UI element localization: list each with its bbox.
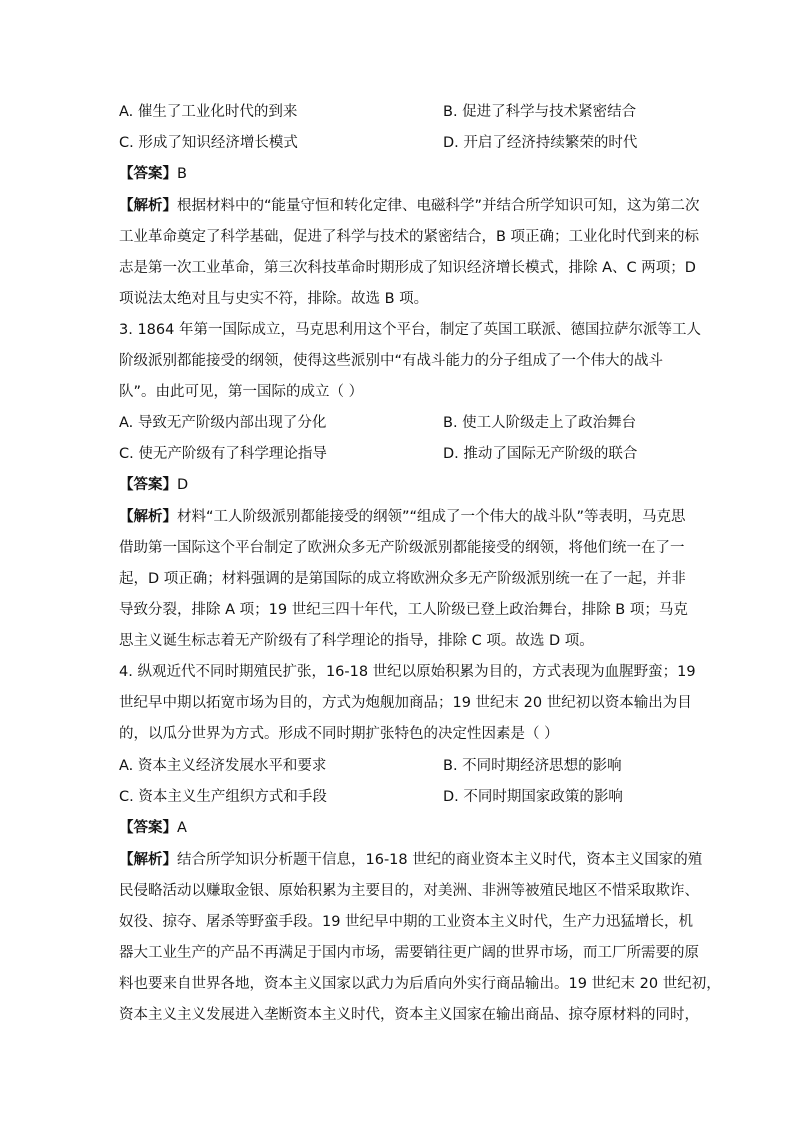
q4-answer-tag: 【答案】 — [119, 820, 177, 836]
q4-stem-line-2: 世纪早中期以拓宽市场为目的，方式为炮舰加商品；19 世纪末 20 世纪初以资本输出为目 — [119, 695, 692, 711]
q3-analysis-tag: 【解析】 — [119, 509, 177, 525]
q3-option-d: D. 推动了国际无产阶级的联合 — [443, 446, 638, 462]
q2-option-a: A. 催生了工业化时代的到来 — [119, 104, 298, 120]
q2-analysis-line-3: 志是第一次工业革命，第三次科技革命时期形成了知识经济增长模式，排除 A、C 两项；D — [119, 260, 696, 276]
q3-option-b: B. 使工人阶级走上了政治舞台 — [443, 415, 637, 431]
q3-stem-line-3: 队”。由此可见，第一国际的成立（ ） — [119, 384, 364, 400]
q3-answer-value: D — [177, 477, 189, 493]
q4-analysis-line-1: 【解析】结合所学知识分析题干信息，16-18 世纪的商业资本主义时代，资本主义国家的殖 — [119, 852, 703, 868]
q3-analysis-line-3: 起，D 项正确；材料强调的是第国际的成立将欧洲众多无产阶级派别统一在了一起，并非 — [119, 571, 686, 587]
q4-analysis-line-2: 民侵略活动以赚取金银、原始积累为主要目的，对美洲、非洲等被殖民地区不惜采取欺诈、 — [119, 883, 699, 899]
q2-answer-tag: 【答案】 — [119, 166, 177, 182]
q4-options-row-1 — [119, 754, 719, 778]
q4-option-d: D. 不同时期国家政策的影响 — [443, 789, 623, 805]
q4-analysis-tag: 【解析】 — [119, 852, 177, 868]
q3-answer — [119, 473, 679, 497]
q2-option-d: D. 开启了经济持续繁荣的时代 — [443, 135, 638, 151]
q4-analysis-line-5: 料也要来自世界各地，资本主义国家以武力为后盾向外实行商品输出。19 世纪末 20 世纪初， — [119, 976, 721, 992]
q3-option-c: C. 使无产阶级有了科学理论指导 — [119, 446, 327, 462]
q4-option-c: C. 资本主义生产组织方式和手段 — [119, 789, 327, 805]
q2-options-row-2 — [119, 131, 719, 155]
q4-answer — [119, 816, 679, 840]
q2-option-b: B. 促进了科学与技术紧密结合 — [443, 104, 637, 120]
q3-analysis-line-4: 导致分裂，排除 A 项；19 世纪三四十年代，工人阶级已登上政治舞台，排除 B 项；马克 — [119, 602, 688, 618]
q4-option-b: B. 不同时期经济思想的影响 — [443, 758, 622, 774]
q4-options-row-2 — [119, 785, 719, 809]
q4-analysis-line-6: 资本主义主义发展进入垄断资本主义时代，资本主义国家在输出商品、掠夺原材料的同时， — [119, 1007, 699, 1023]
q4-analysis-line-3: 奴役、掠夺、屠杀等野蛮手段。19 世纪早中期的工业资本主义时代，生产力迅猛增长，机 — [119, 914, 694, 930]
q3-option-a: A. 导致无产阶级内部出现了分化 — [119, 415, 327, 431]
q4-answer-value: A — [177, 820, 187, 836]
q2-options-row-1 — [119, 100, 719, 124]
q3-options-row-2 — [119, 442, 719, 466]
q3-analysis-line-2: 借助第一国际这个平台制定了欧洲众多无产阶级派别都能接受的纲领，将他们统一在了一 — [119, 540, 685, 556]
q2-analysis-line-2: 工业革命奠定了科学基础，促进了科学与技术的紧密结合，B 项正确；工业化时代到来的标 — [119, 229, 700, 245]
q2-analysis-tag: 【解析】 — [119, 198, 177, 214]
q2-analysis-line-4: 项说法太绝对且与史实不符，排除。故选 B 项。 — [119, 291, 429, 307]
q3-options-row-1 — [119, 411, 719, 435]
q4-analysis-line-4: 器大工业生产的产品不再满足于国内市场，需要销往更广阔的世界市场，而工厂所需要的原 — [119, 945, 699, 961]
q2-answer-value: B — [177, 166, 187, 182]
q2-answer — [119, 162, 679, 186]
q3-analysis-line-5: 思主义诞生标志着无产阶级有了科学理论的指导，排除 C 项。故选 D 项。 — [119, 633, 594, 649]
q4-stem-line-1: 4. 纵观近代不同时期殖民扩张，16-18 世纪以原始积累为目的，方式表现为血腥野蛮；19 — [119, 664, 696, 680]
q4-stem-line-3: 的，以瓜分世界为方式。形成不同时期扩张特色的决定性因素是（ ） — [119, 726, 559, 742]
q2-analysis-line-1: 【解析】根据材料中的“能量守恒和转化定律、电磁科学”并结合所学知识可知，这为第二次 — [119, 198, 700, 214]
q4-option-a: A. 资本主义经济发展水平和要求 — [119, 758, 327, 774]
q3-stem-line-2: 阶级派别都能接受的纲领，使得这些派别中“有战斗能力的分子组成了一个伟大的战斗 — [119, 353, 664, 369]
q3-stem-line-1: 3. 1864 年第一国际成立，马克思利用这个平台，制定了英国工联派、德国拉萨尔派等工人 — [119, 322, 701, 338]
q2-option-c: C. 形成了知识经济增长模式 — [119, 135, 298, 151]
q3-answer-tag: 【答案】 — [119, 477, 177, 493]
q3-analysis-line-1: 【解析】材料“工人阶级派别都能接受的纲领”“组成了一个伟大的战斗队”等表明，马克思 — [119, 509, 686, 525]
